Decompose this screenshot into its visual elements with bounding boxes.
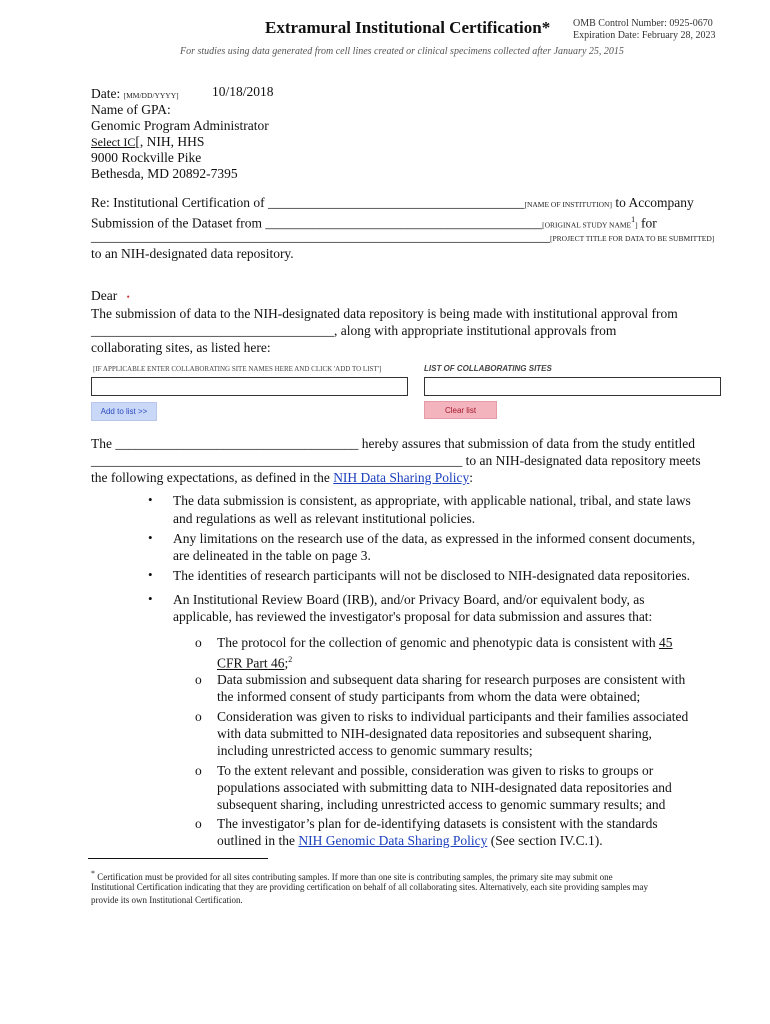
footnote-line2: Institutional Certification indicating that they are providing certification on behalf of all collaborating sites. Alternatively, each site providing samples may <box>91 882 649 892</box>
sub-bullet-marker: o <box>195 763 202 778</box>
study-name-hint: [ORIGINAL STUDY NAME <box>542 220 632 230</box>
assurance-line2[interactable]: _______________________________________________________ to an NIH-designated data repository meets <box>91 453 701 468</box>
dear-name-field[interactable]: • <box>126 292 130 302</box>
sub-bullet-1-line1 <box>217 634 673 651</box>
bullet-1-line1: The data submission is consistent, as appropriate, with applicable national, tribal, and state laws <box>173 493 691 508</box>
expiration-date: Expiration Date: February 28, 2023 <box>573 30 716 41</box>
bullet-4-line2: applicable, has reviewed the investigator's proposal for data submission and assures that: <box>173 609 653 624</box>
sub-bullet-4-line1: To the extent relevant and possible, consideration was given to risks to groups or <box>217 763 654 778</box>
site-name-input[interactable] <box>91 377 408 396</box>
footnote-marker: * <box>91 869 95 878</box>
salutation <box>91 287 130 306</box>
collab-sites-list[interactable] <box>424 377 721 396</box>
sub-bullet-1-end: ; <box>284 655 289 671</box>
para1-line1: The submission of data to the NIH-designated data repository is being made with institutional approval from <box>91 306 678 321</box>
re-line-4: to an NIH-designated data repository. <box>91 246 294 261</box>
bullet-2-line1: Any limitations on the research use of the data, as expressed in the informed consent documents, <box>173 531 696 546</box>
date-field[interactable]: 10/18/2018 <box>212 84 274 99</box>
re-line-1-end: to Accompany <box>615 195 694 210</box>
sub-bullet-2-line2: the informed consent of study participants from whom the data were obtained; <box>217 689 641 704</box>
institution-name-field[interactable]: Re: Institutional Certification of ______________________________________ <box>91 195 525 210</box>
sub-bullet-5-end: (See section IV.C.1). <box>490 833 603 848</box>
footnote-divider <box>88 858 268 859</box>
sub-bullet-5-line1: The investigator’s plan for de-identifying datasets is consistent with the standards <box>217 816 658 831</box>
sub-bullet-2-line1: Data submission and subsequent data sharing for research purposes are consistent with <box>217 672 686 687</box>
re-line-2-end: for <box>641 215 657 231</box>
assurance-line3-text: the following expectations, as defined in the <box>91 470 330 485</box>
street-address: 9000 Rockville Pike <box>91 150 202 165</box>
sub-bullet-1-line2 <box>217 651 292 672</box>
sub-bullet-5-line2 <box>217 832 603 849</box>
para1-line2[interactable]: ____________________________________, along with appropriate institutional approvals from <box>91 323 617 338</box>
project-title-hint: [PROJECT TITLE FOR DATA TO BE SUBMITTED] <box>550 234 715 243</box>
sub-bullet-3-line3: including unrestricted access to genomic summary results; <box>217 743 533 758</box>
bullet-1-line2: and regulations as well as relevant institutional policies. <box>173 511 476 526</box>
footnote-line1-text: Certification must be provided for all sites contributing samples. If more than one site is contributing samples, the primary site may submit one <box>97 872 613 882</box>
cfr-link-b[interactable]: CFR Part 46 <box>217 655 285 671</box>
gpa-name-label: Name of GPA: <box>91 102 171 117</box>
footnote-line3: provide its own Institutional Certification. <box>91 895 243 905</box>
subtitle: For studies using data generated from cell lines created or clinical specimens collected after January 25, 2015 <box>180 46 624 57</box>
sub-bullet-5-text: outlined in the <box>217 833 295 848</box>
footnote-ref-1: 1 <box>631 215 636 224</box>
dear-text: Dear <box>91 288 118 303</box>
study-name-hint-end: ] <box>635 220 638 230</box>
bullet-2-line2: are delineated in the table on page 3. <box>173 548 371 563</box>
sub-bullet-3-line1: Consideration was given to risks to individual participants and their families associated <box>217 709 689 724</box>
city-address: Bethesda, MD 20892-7395 <box>91 166 238 181</box>
study-name-field[interactable]: Submission of the Dataset from _________________________________________ <box>91 215 543 231</box>
add-to-list-button[interactable]: Add to list >> <box>91 402 157 421</box>
footnote-ref-2: 2 <box>288 655 293 664</box>
sub-bullet-4-line3: subsequent sharing, including unrestricted access to genomic summary results; and <box>217 797 666 812</box>
sub-bullet-marker: o <box>195 635 202 650</box>
bullet-icon: • <box>148 492 153 507</box>
sub-bullet-marker: o <box>195 709 202 724</box>
cfr-link-a[interactable]: 45 <box>659 635 673 650</box>
bullet-4-line1: An Institutional Review Board (IRB), and/or Privacy Board, and/or equivalent body, as <box>173 592 645 607</box>
page-title: Extramural Institutional Certification* <box>265 18 551 37</box>
collab-list-label: LIST OF COLLABORATING SITES <box>424 364 552 373</box>
assurance-line3-colon: : <box>469 470 474 485</box>
nih-gds-policy-link[interactable]: NIH Genomic Data Sharing Policy <box>298 833 488 848</box>
date-label-text: Date: <box>91 86 121 101</box>
bullet-icon: • <box>148 591 153 606</box>
nih-data-sharing-policy-link[interactable]: NIH Data Sharing Policy <box>333 470 470 485</box>
clear-list-button[interactable]: Clear list <box>424 401 497 419</box>
sub-bullet-marker: o <box>195 816 202 831</box>
omb-control-number: OMB Control Number: 0925-0670 <box>573 18 713 29</box>
ic-suffix: [, NIH, HHS <box>135 134 205 149</box>
sub-bullet-1-text: The protocol for the collection of genomic and phenotypic data is consistent with <box>217 635 656 650</box>
institution-hint: [NAME OF INSTITUTION] <box>524 200 612 209</box>
bullet-icon: • <box>148 530 153 545</box>
bullet-3-line1: The identities of research participants will not be disclosed to NIH-designated data repositories. <box>173 568 690 583</box>
date-format-hint: [MM/DD/YYYY] <box>123 91 179 100</box>
assurance-line3 <box>91 469 473 486</box>
assurance-line1[interactable]: The ____________________________________ hereby assures that submission of data from the study entitled <box>91 436 696 451</box>
sub-bullet-4-line2: populations associated with submitting data to NIH-designated data repositories and <box>217 780 672 795</box>
gpa-title: Genomic Program Administrator <box>91 118 269 133</box>
para1-line3: collaborating sites, as listed here: <box>91 340 271 355</box>
sub-bullet-marker: o <box>195 672 202 687</box>
site-entry-hint: [IF APPLICABLE ENTER COLLABORATING SITE NAMES HERE AND CLICK 'ADD TO LIST'] <box>93 365 382 373</box>
bullet-icon: • <box>148 567 153 582</box>
select-ic-dropdown[interactable]: Select IC <box>91 135 136 149</box>
sub-bullet-3-line2: with data submitted to NIH-designated data repositories and subsequent sharing, <box>217 726 652 741</box>
project-title-field[interactable]: ____________________________________________________________________ <box>91 229 550 244</box>
